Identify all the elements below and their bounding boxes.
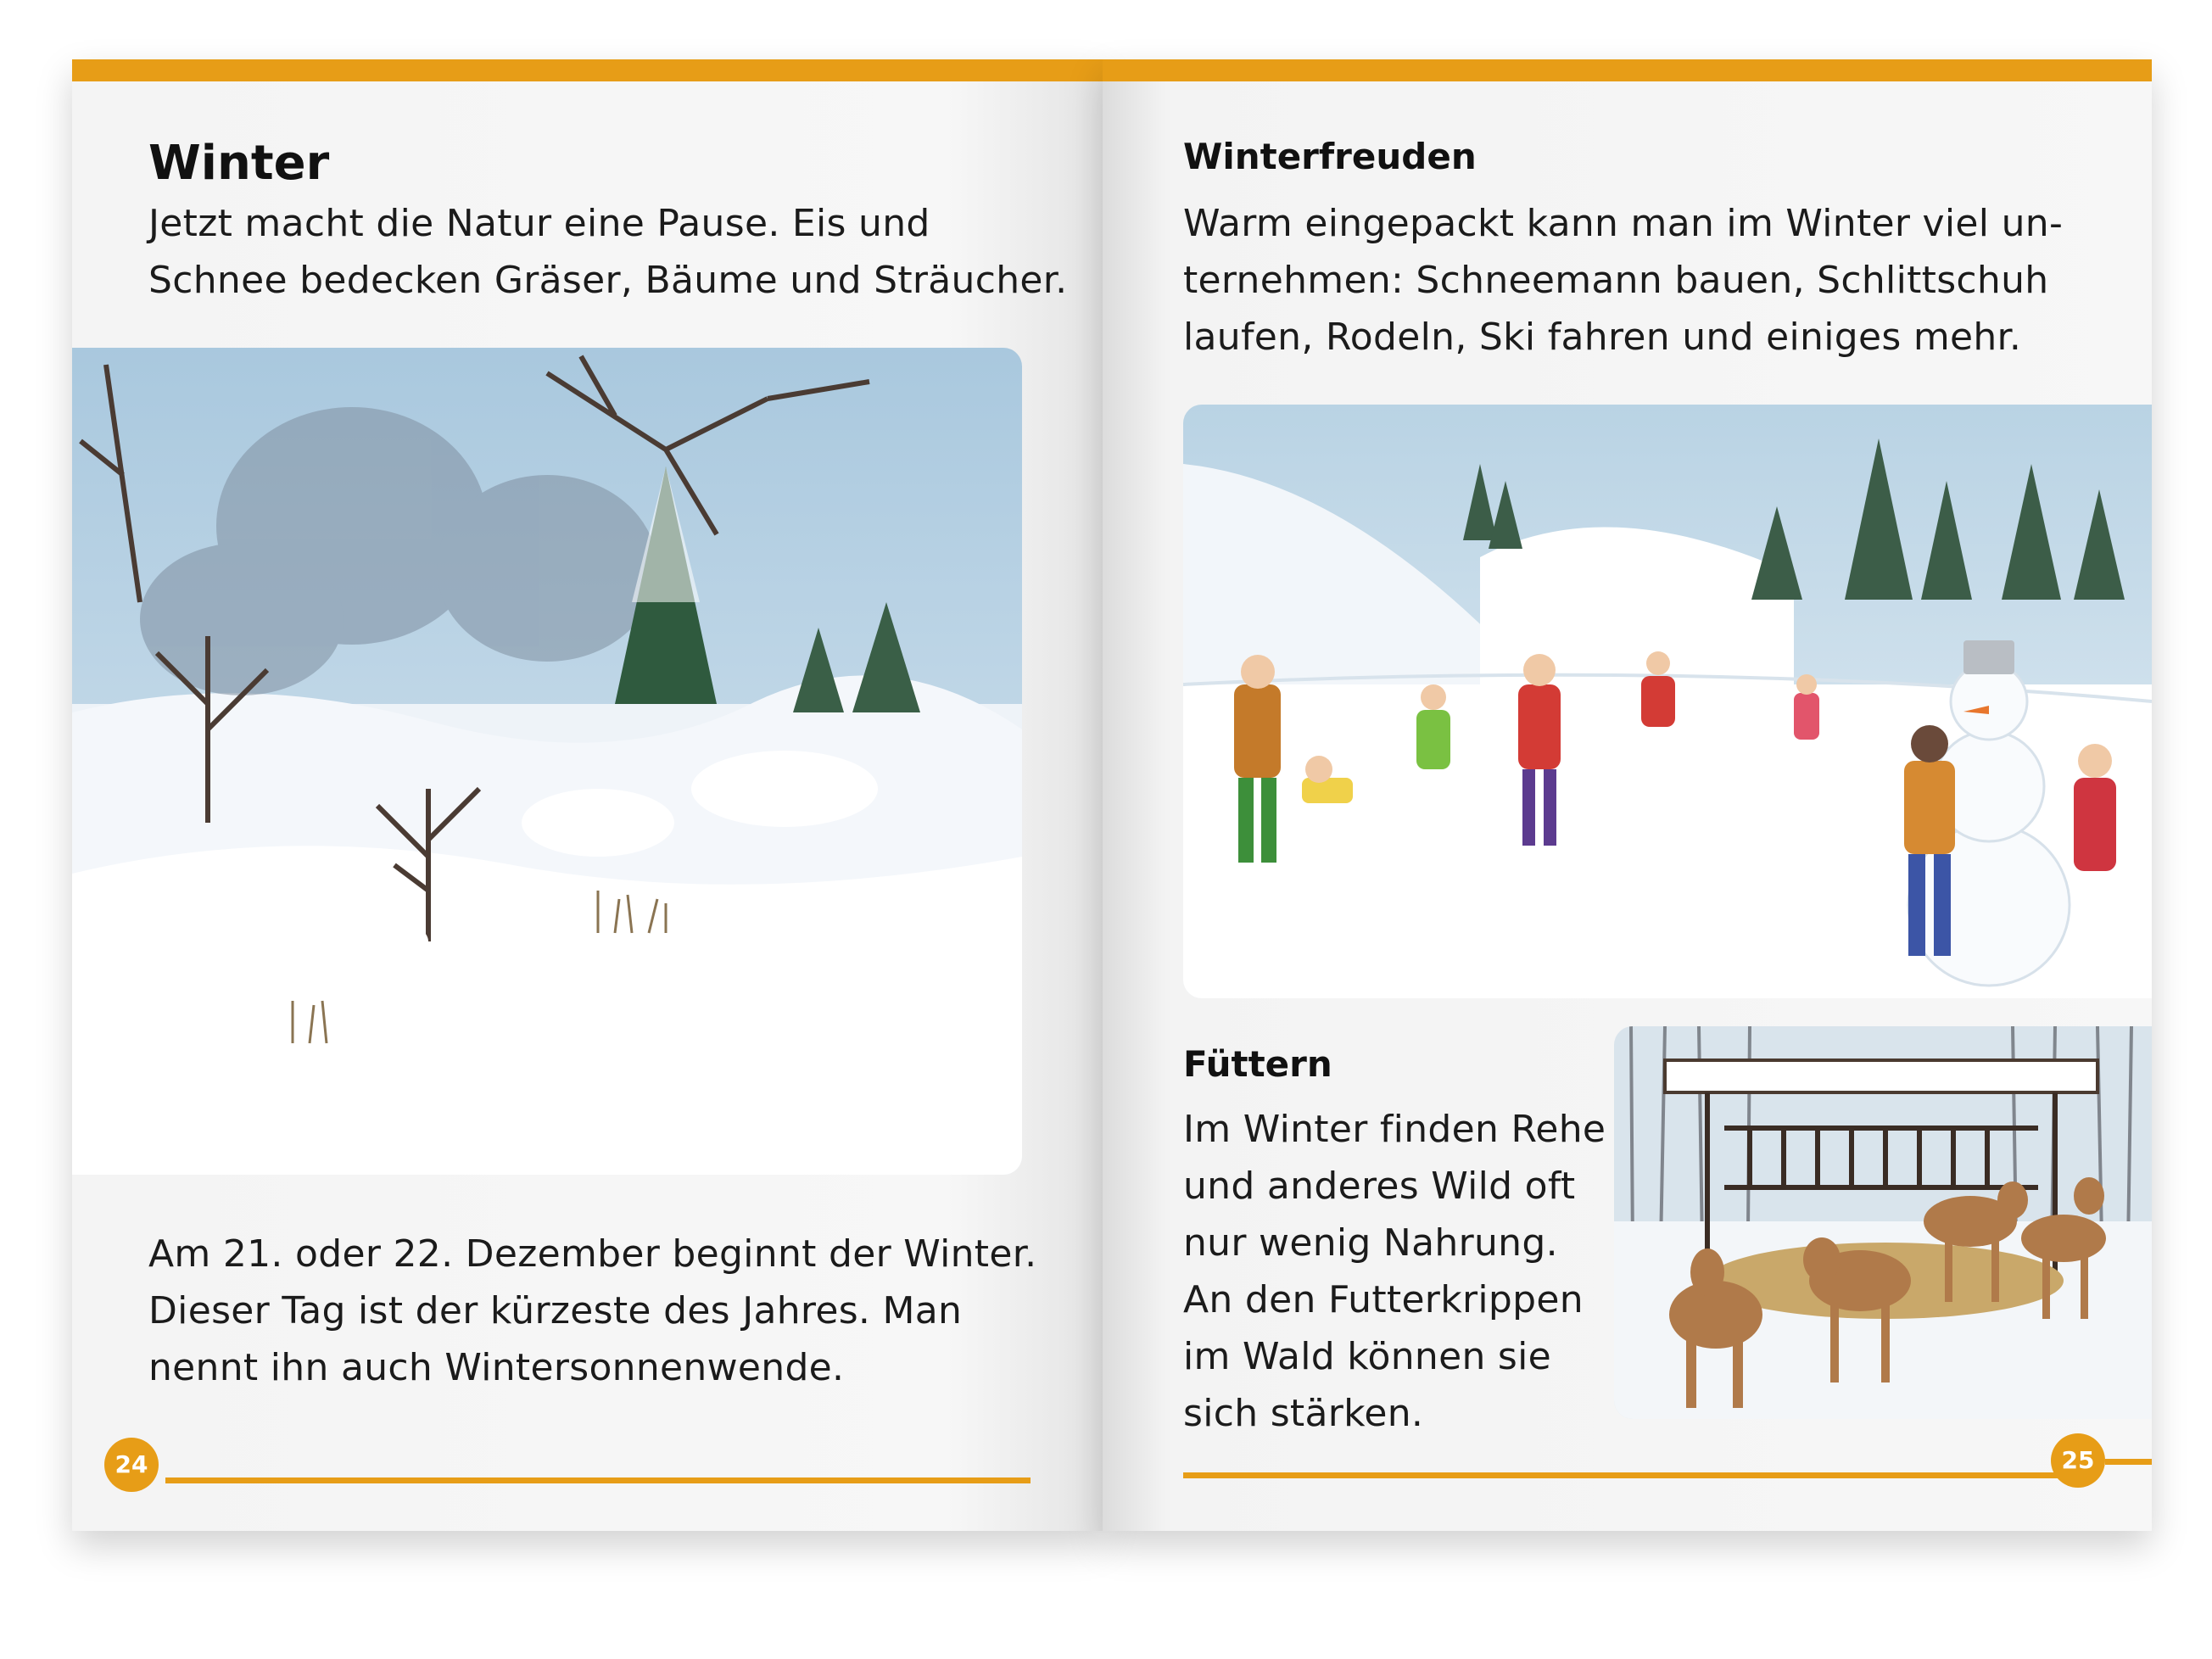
deer-feeding-illustration [1614, 1026, 2152, 1419]
intro-text: Jetzt macht die Natur eine Pause. Eis und Schnee bedecken Gräser, Bäume und Sträucher. [148, 202, 1068, 302]
left-page [72, 59, 1103, 1531]
footer-line [1183, 1472, 2065, 1478]
right-page [1103, 59, 2152, 1531]
footer-line-end [2105, 1459, 2152, 1465]
top-accent-bar [72, 59, 1103, 81]
winter-fun-illustration [1183, 405, 2152, 998]
feeding-text: Im Winter finden Rehe und anderes Wild oft nur wenig Nahrung. An den Futterkrippen im Wald können sie sich stärken. [1183, 1108, 1606, 1435]
winter-landscape-illustration [72, 348, 1022, 1175]
section-heading: Füttern [1183, 1043, 1332, 1085]
top-accent-bar [1103, 59, 2152, 81]
page-number: 24 [104, 1438, 159, 1492]
page-heading: Winterfreuden [1183, 136, 1477, 177]
page-heading: Winter [148, 136, 330, 191]
intro-text: Warm eingepackt kann man im Winter viel un- ternehmen: Schneemann bauen, Schlittschuh laufen, Rodeln, Ski fahren und einiges mehr. [1183, 202, 2064, 359]
body-text: Am 21. oder 22. Dezember beginnt der Winter. Dieser Tag ist der kürzeste des Jahres. Man nennt ihn auch Wintersonnenwende. [148, 1232, 1037, 1389]
footer-line [165, 1477, 1031, 1483]
page-number: 25 [2051, 1433, 2105, 1488]
